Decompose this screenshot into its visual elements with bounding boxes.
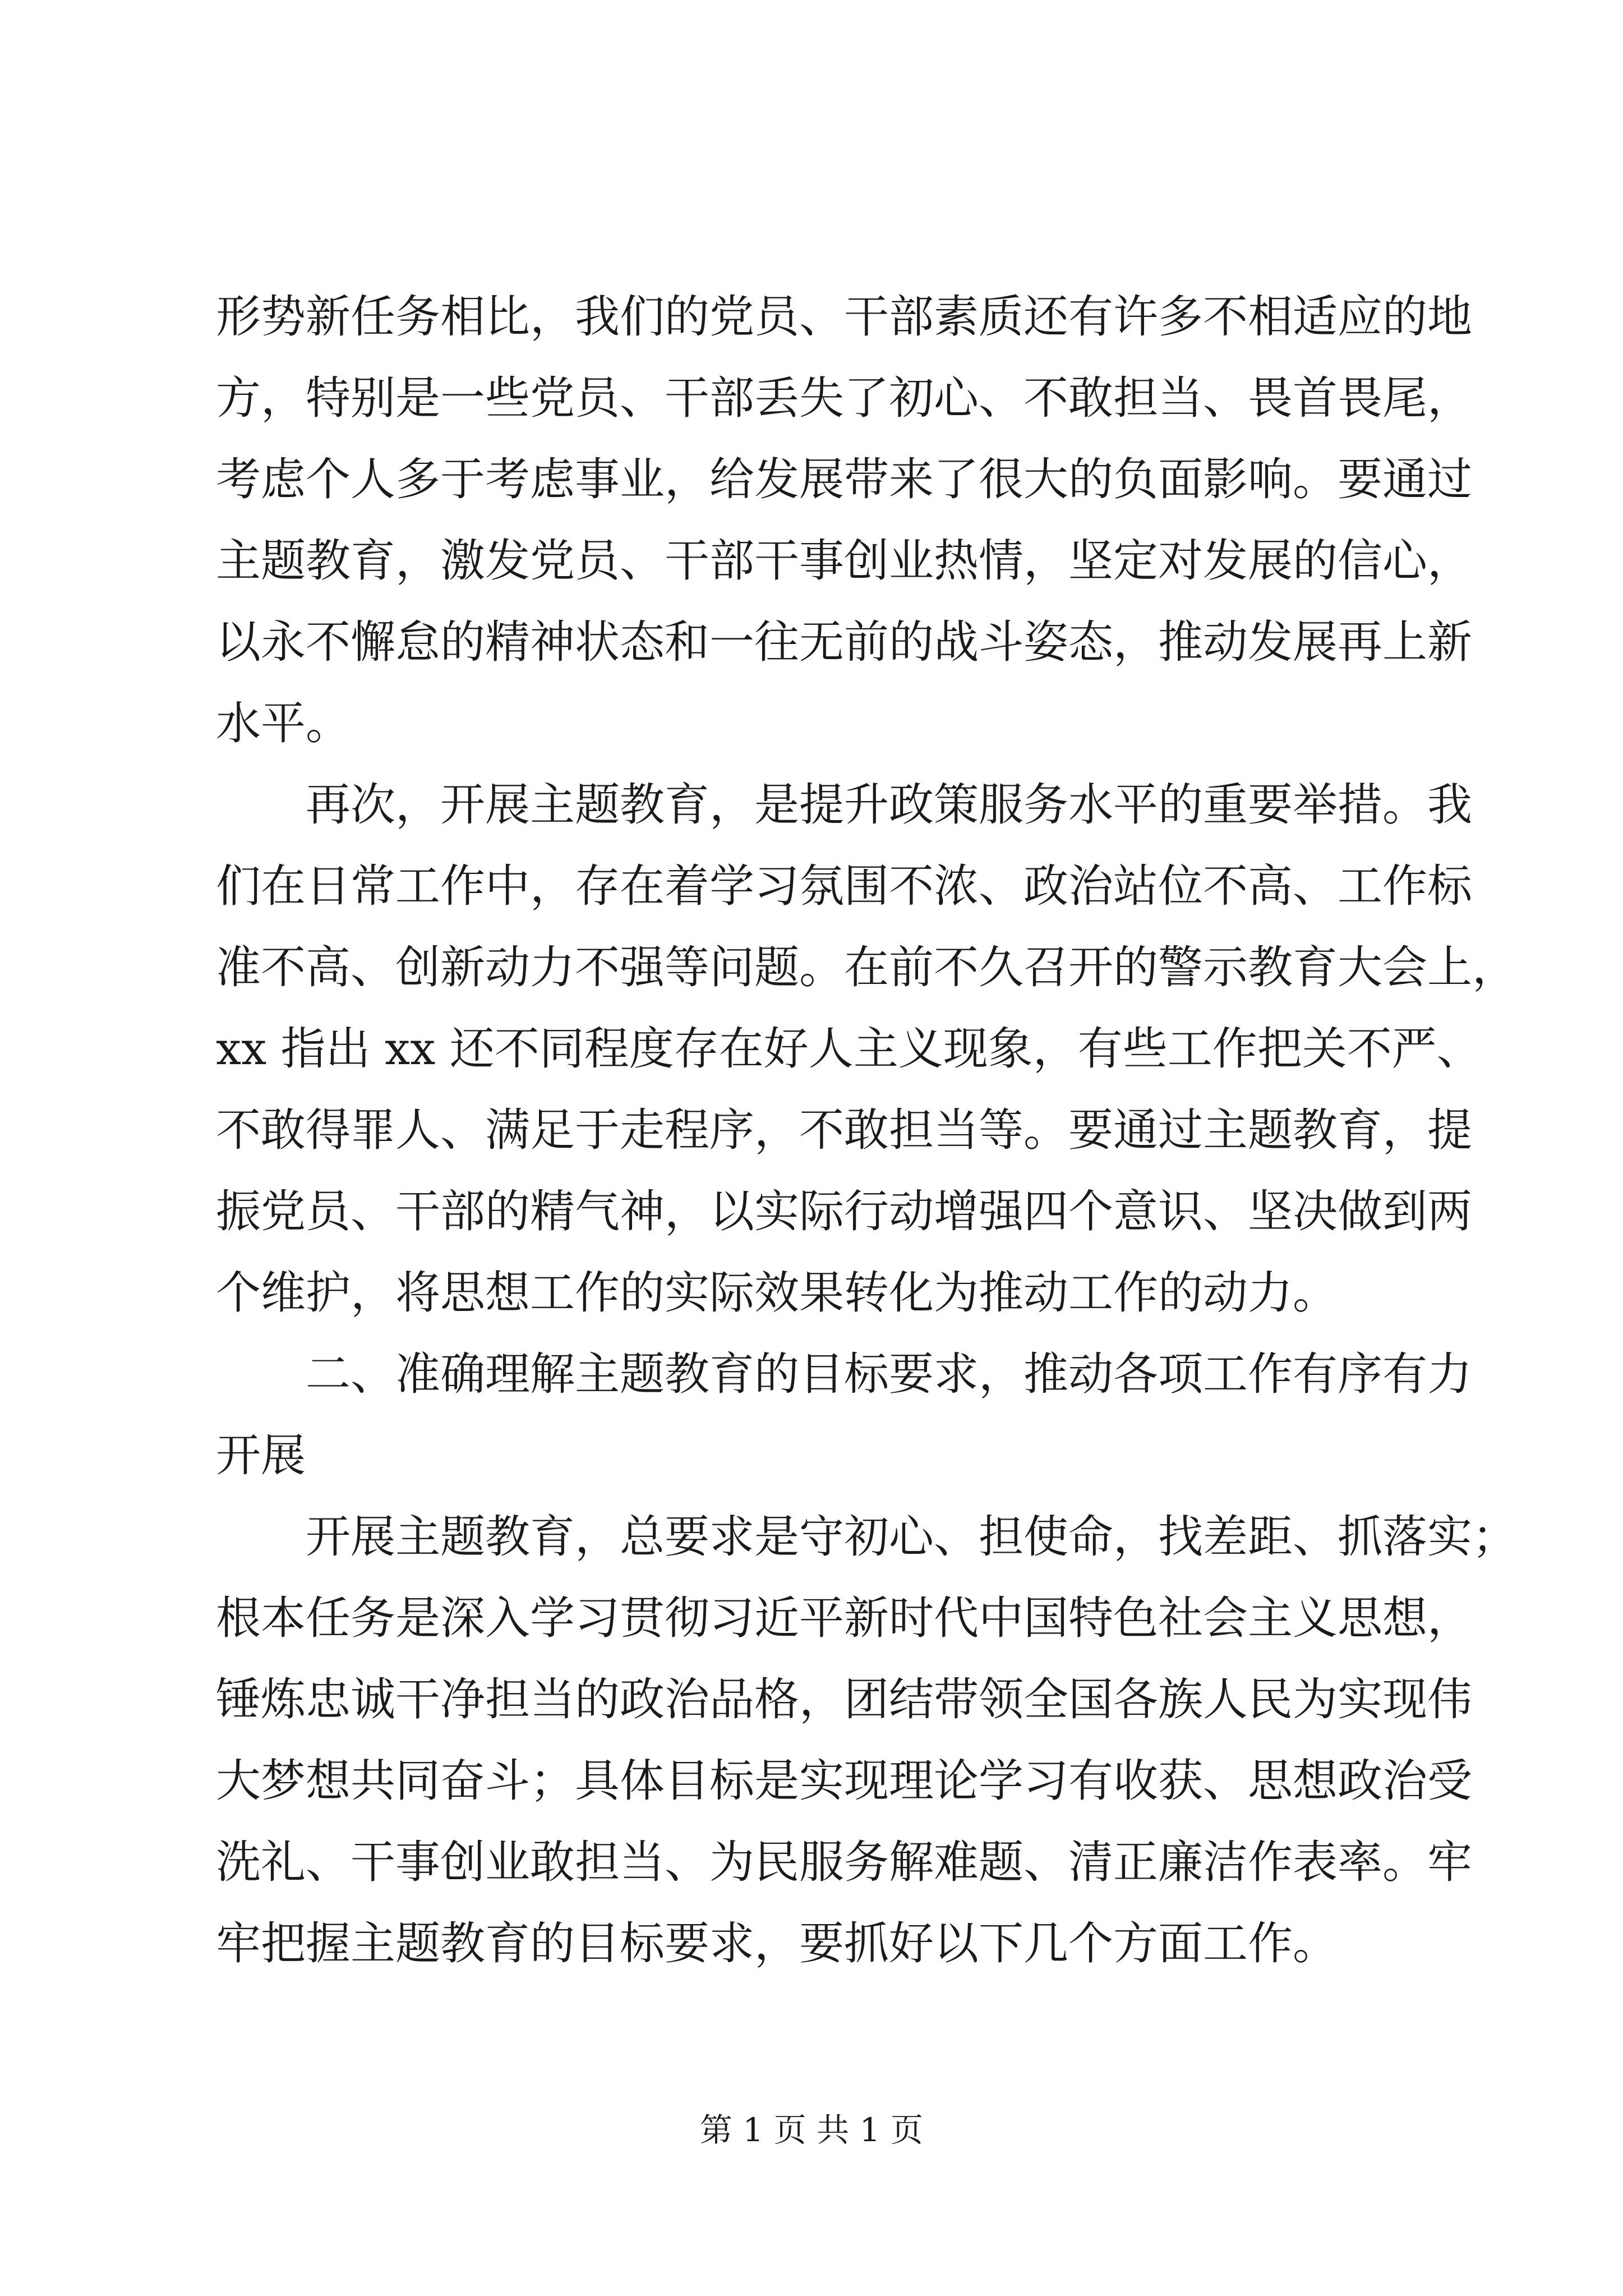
text-line: 开展主题教育，总要求是守初心、担使命，找差距、抓落实； — [306, 1511, 1517, 1563]
text-line: 准不高、创新动力不强等问题。在前不久召开的警示教育大会上， — [216, 941, 1517, 993]
text-line: 再次，开展主题教育，是提升政策服务水平的重要举措。我 — [306, 779, 1472, 831]
text-line: 水平。 — [216, 697, 351, 749]
text-line: 振党员、干部的精气神，以实际行动增强四个意识、坚决做到两 — [216, 1185, 1472, 1237]
text-line: 以永不懈怠的精神状态和一往无前的战斗姿态，推动发展再上新 — [216, 616, 1472, 668]
section-heading: 二、准确理解主题教育的目标要求，推动各项工作有序有力 — [306, 1348, 1472, 1400]
text-line: 主题教育，激发党员、干部干事创业热情，坚定对发展的信心， — [216, 535, 1472, 587]
text-line: 洗礼、干事创业敢担当、为民服务解难题、清正廉洁作表率。牢 — [216, 1836, 1472, 1888]
text-line: 大梦想共同奋斗；具体目标是实现理论学习有收获、思想政治受 — [216, 1755, 1472, 1807]
text-line: 个维护，将思想工作的实际效果转化为推动工作的动力。 — [216, 1267, 1338, 1319]
text-line: 牢把握主题教育的目标要求，要抓好以下几个方面工作。 — [216, 1917, 1338, 1970]
text-line: 们在日常工作中，存在着学习氛围不浓、政治站位不高、工作标 — [216, 860, 1472, 912]
section-heading: 开展 — [216, 1429, 306, 1481]
text-line: 形势新任务相比，我们的党员、干部素质还有许多不相适应的地 — [216, 291, 1472, 343]
page-number-footer: 第 1 页 共 1 页 — [700, 2111, 923, 2149]
text-line: 不敢得罪人、满足于走程序，不敢担当等。要通过主题教育，提 — [216, 1104, 1472, 1156]
text-line: 锤炼忠诚干净担当的政治品格，团结带领全国各族人民为实现伟 — [216, 1673, 1472, 1726]
text-line: 根本任务是深入学习贯彻习近平新时代中国特色社会主义思想， — [216, 1592, 1472, 1644]
text-line: xx 指出 xx 还不同程度存在好人主义现象，有些工作把关不严、 — [216, 1023, 1482, 1075]
text-line: 方，特别是一些党员、干部丢失了初心、不敢担当、畏首畏尾， — [216, 372, 1472, 424]
text-line: 考虑个人多于考虑事业，给发展带来了很大的负面影响。要通过 — [216, 453, 1472, 505]
